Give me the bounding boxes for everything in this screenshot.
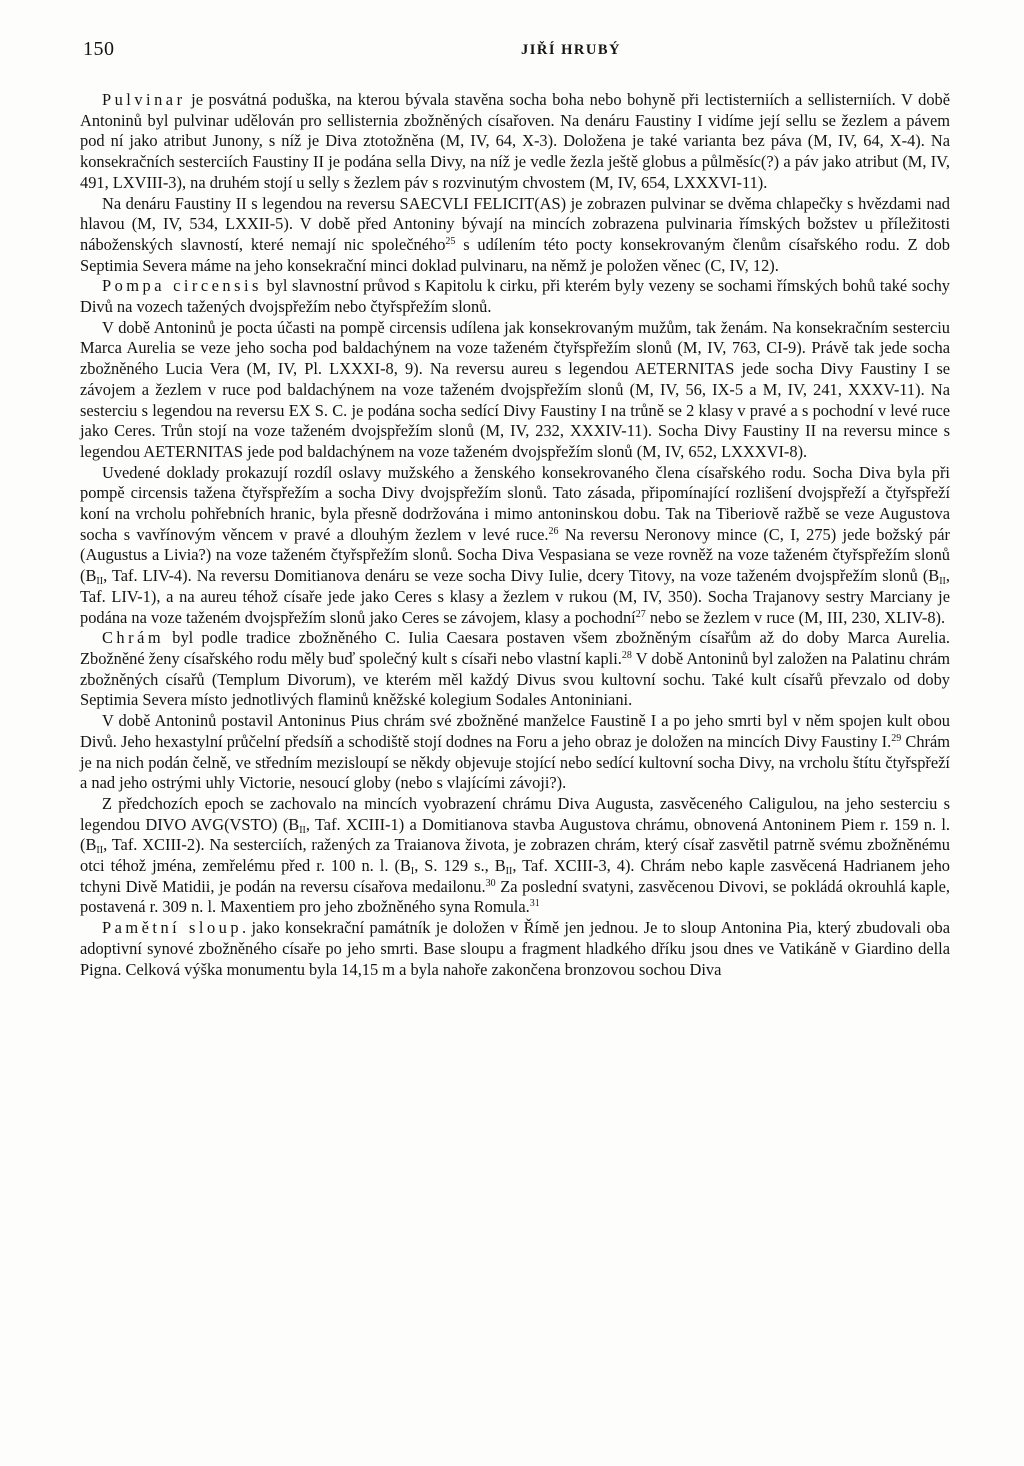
paragraph-text: je posvátná poduška, na kterou bývala stavěna socha boha nebo bohyně při lectisterniích a sellisterniích. V době Antoninů byl pulvinar udělován pro sellisternia zbožněných císařoven. Na denáru Faustiny I vidíme její sellu se žezlem a pávem pod ní jako atribut Junony, s níž je Diva ztotožněna (M, IV, 64, X-3). Doložena je také varianta bez páva (M, IV, 64, X-4). Na konsekračních sesterciích Faustiny II je podána sella Divy, na níž je vedle žezla ještě globus a půlměsíc(?) a páv jako atribut (M, IV, 491, LXVIII-3), na druhém stojí u selly s žezlem páv s rozvinutým chvostem (M, IV, 654, LXXXVI-11).	[80, 90, 950, 192]
paragraph-text: , Taf. XCIII-2). Na sesterciích, ražených za Traianova života, je zobrazen chrám, který císař zasvětil patrně svému zbožněnému otci téhož jména, zemřelému před r. 100 n. l. (B	[80, 835, 950, 876]
paragraph-text: V době Antoninů byl založen na Palatinu chrám zbožněných císařů (Templum Divorum), ve kterém měl každý Divus svou kultovní sochu. Také kult císařů převzalo od doby Septimia Severa místo jednotlivých flaminů kněžské kolegium Sodales Antoniniani.	[80, 648, 950, 710]
page-number: 150	[83, 38, 115, 60]
paragraph-text: Na denáru Faustiny II s legendou na reversu SAECVLI FELICIT(AS) je zobrazen pulvinar se dvěma chlapečky s hvězdami nad hlavou (M, IV, 534, LXXII-5). V době před Antoniny bývají na mincích zobrazena pulvinaria římských božstev u příležitosti náboženských slavností, které nemají nic společného	[80, 193, 950, 254]
subscript: II	[505, 866, 513, 878]
subscript: II	[939, 576, 946, 588]
spaced-term: Chrám	[102, 628, 165, 648]
footnote-marker: 27	[635, 608, 646, 620]
paragraph-antoninus-pius	[80, 711, 950, 794]
paragraph-text: nebo se žezlem v ruce (M, III, 230, XLIV-8).	[645, 607, 946, 627]
paragraph-text: Z předchozích epoch se zachovalo na mincích vyobrazení chrámu Diva Augusta, zasvěceného Caligulou, na jeho sesterciu s legendou DIVO AVG(VSTO) (B	[80, 793, 950, 834]
paragraph-text: , Taf. XCIII-1) a Domitianova stavba Augustova chrámu, obnovená Antoninem Piem r. 159 n. l. (B	[80, 814, 950, 855]
paragraph-chram	[80, 628, 950, 711]
paragraph-pulvinar	[80, 90, 950, 194]
paragraph-text: Na reversu Neronovy mince (C, I, 275) jede božský pár (Augustus a Livia?) na voze taženém čtyřspřežím slonů. Socha Diva Vespasiana se veze rovněž na voze taženém čtyřspřežím slonů (B	[80, 524, 950, 586]
paragraph-text: V době Antoninů je pocta účasti na pompě circensis udílena jak konsekrovaným mužům, tak ženám. Na konsekračním sesterciu Marca Aurelia se veze jeho socha pod baldachýnem na voze taženém čtyřspřežím slonů (M, IV, 763, CI-9). Právě tak jede socha zbožněného Lucia Vera (M, IV, Pl. LXXXI-8, 9). Na reversu aureu s legendou AETERNITAS jede socha Divy Faustiny I se závojem a žezlem v ruce pod baldachýnem na voze taženém dvojspřežím slonů (M, IV, 56, IX-5 a M, IV, 241, XXXV-11). Na sesterciu s legendou na reversu EX S. C. je podána socha sedící Divy Faustiny I na trůně se 2 klasy v pravé a s pochodní v levé ruce jako Ceres. Trůn stojí na voze taženém dvojspřežím slonů (M, IV, 232, XXXIV-11). Socha Divy Faustiny II na reversu mince s legendou AETERNITAS jede pod baldachýnem na voze taženém dvojspřežím slonů (M, IV, 652, LXXXVI-8).	[80, 317, 950, 461]
paragraph-doklady	[80, 463, 950, 629]
paragraph-text: , Taf. LIV-1), a na aureu téhož císaře jede jako Ceres s klasy a žezlem v rukou (M, IV, 350). Socha Trajanovy sestry Marciany je podána na voze taženém dvojspřežím slonů jako Ceres se závojem, klasy a pochodní	[80, 566, 950, 627]
footnote-marker: 28	[621, 649, 632, 661]
paragraph-sloup	[80, 918, 950, 980]
footnote-marker: 31	[529, 898, 540, 910]
paragraph-antoninove	[80, 318, 950, 463]
body-text	[80, 90, 950, 980]
paragraph-text: Za poslední svatyni, zasvěcenou Divovi, se pokládá okrouhlá kaple, postavená r. 309 n. l. Maxentiem pro jeho zbožněného syna Romula.	[80, 876, 950, 917]
subscript: II	[96, 845, 104, 857]
paragraph-text: V době Antoninů postavil Antoninus Pius chrám své zbožněné manželce Faustině I a po jeho smrti byl v něm spojen kult obou Divů. Jeho hexastylní průčelní předsíň a schodiště stojí dodnes na Foru a jeho obraz je doložen na mincích Divy Faustiny I.	[80, 711, 950, 751]
subscript: I	[410, 866, 415, 878]
paragraph-text: , Taf. LIV-4). Na reversu Domitianova denáru se veze socha Divy Iulie, dcery Titovy, na voze taženém dvojspřežím slonů (B	[103, 566, 940, 586]
paragraph-text: byl podle tradice zbožněného C. Iulia Caesara postaven všem zbožněným císařům až do doby Marca Aurelia. Zbožněné ženy císařského rodu měly buď společný kult s císaři nebo vlastní kapli.	[80, 628, 950, 668]
paragraph-text: s udílením této pocty konsekrovaným členům císařského rodu. Z dob Septimia Severa máme na jeho konsekrační minci doklad pulvinaru, na němž je položen věnec (C, IV, 12).	[80, 234, 950, 275]
spaced-term: Pulvinar	[102, 90, 186, 109]
paragraph-predchozi	[80, 794, 950, 918]
footnote-marker: 25	[445, 235, 456, 247]
paragraph-text: Uvedené doklady prokazují rozdíl oslavy mužského a ženského konsekrovaného člena císařského rodu. Socha Diva byla při pompě circensis tažena čtyřspřežím a socha Divy dvojspřežím slonů. Tato zásada, připomínající rozlišení dvojspřeží a čtyřspřeží koní na vrcholu pohřebních hranic, byla přesně dodržována i mimo antoninskou dobu. Tak na Tiberiově ražbě se veze Augustova socha s vavřínovým věncem v pravé a dlouhým žezlem v levé ruce.	[80, 462, 950, 544]
page-header	[83, 38, 964, 68]
spaced-term: Pamětní sloup	[102, 918, 243, 938]
running-head: JIŘÍ HRUBÝ	[521, 42, 621, 58]
subscript: II	[96, 576, 104, 588]
footnote-marker: 30	[485, 877, 496, 889]
spaced-term: Pompa circensis	[102, 276, 262, 296]
footnote-marker: 26	[548, 525, 559, 537]
paragraph-faustina-denar	[80, 194, 950, 277]
footnote-marker: 29	[891, 732, 902, 744]
paragraph-text: Chrám je na nich podán čelně, ve středním mezisloupí se někdy objevuje stojící nebo sedící kultovní socha Divy, na vrcholu štítu čtyřspřeží a nad jeho ostrými uhly Victorie, nesoucí globy (nebo s vlajícími závoji?).	[80, 731, 950, 793]
paragraph-text: . jako konsekrační památník je doložen v Římě jen jednou. Je to sloup Antonina Pia, který zbudovali oba adoptivní synové zbožněného císaře po jeho smrti. Base sloupu a fragment hladkého dříku jsou dnes ve Vatikáně v Giardino della Pigna. Celková výška monumentu byla 14,15 m a byla nahoře zakončena bronzovou sochou Diva	[80, 918, 950, 979]
paragraph-pompa	[80, 276, 950, 317]
subscript: II	[299, 824, 306, 836]
paragraph-text: , Taf. XCIII-3, 4). Chrám nebo kaple zasvěcená Hadrianem jeho tchyni Divě Matidii, je podán na reversu císařova medailonu.	[80, 856, 950, 896]
paragraph-text: byl slavnostní průvod s Kapitolu k cirku, při kterém byly vezeny se sochami římských bohů také sochy Divů na vozech tažených dvojspřežím nebo čtyřspřežím slonů.	[80, 276, 950, 317]
paragraph-text: , S. 129 s., B	[414, 856, 506, 876]
